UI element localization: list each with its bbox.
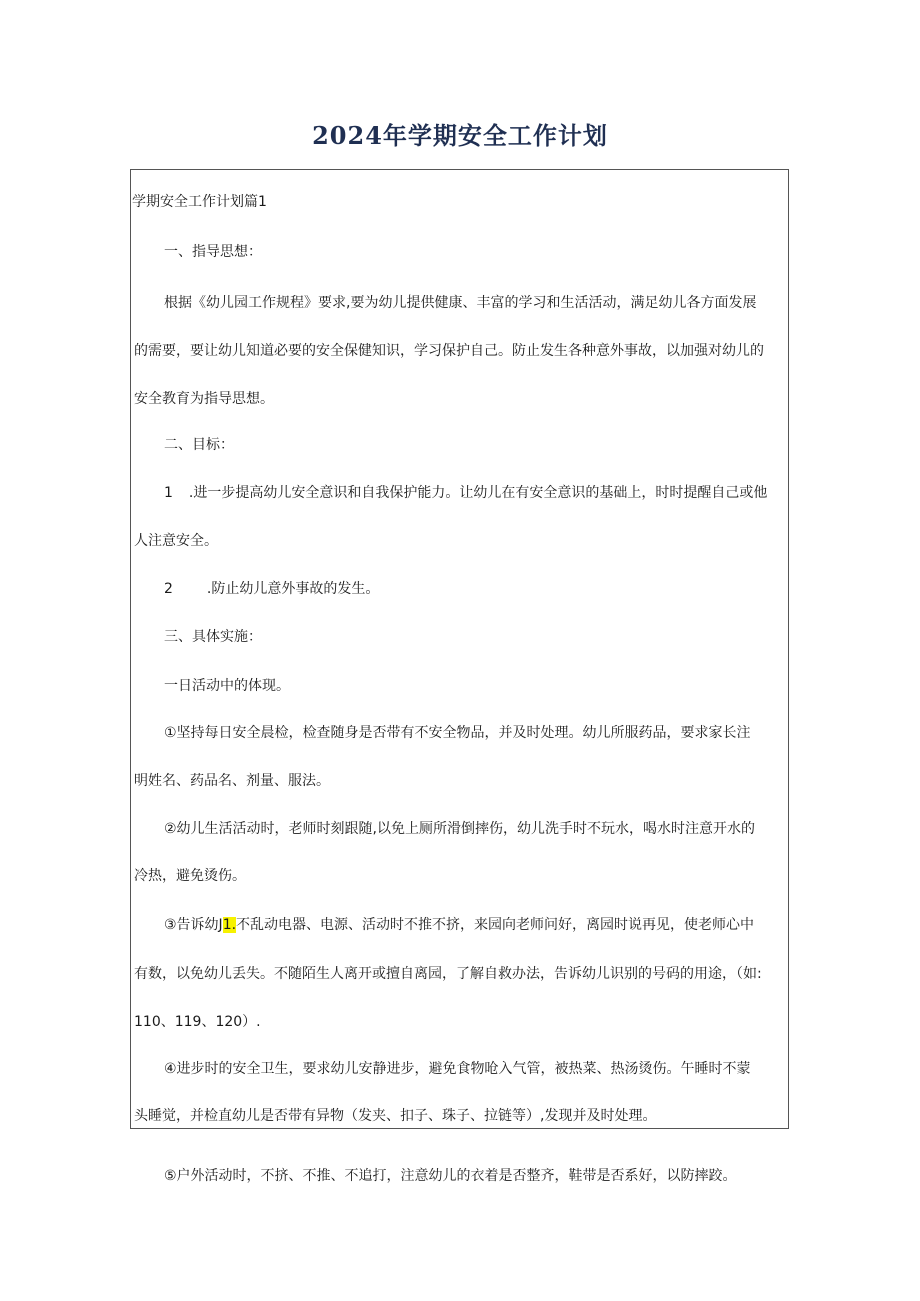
paragraph-line: 有数，以免幼儿丢失。不随陌生人离开或擅自离园，了解自救办法，告诉幼儿识别的号码的用途，（如: xyxy=(134,966,762,982)
text-segment: ③告诉幼J xyxy=(164,917,223,933)
content-frame xyxy=(130,169,789,1129)
goal-item-1 xyxy=(164,484,767,502)
paragraph-line: 一日活动中的体现。 xyxy=(164,678,290,694)
paragraph-line: 110、119、120）. xyxy=(134,1014,261,1030)
goal-number: 1 xyxy=(164,485,173,501)
goal-text: .防止幼儿意外事故的发生。 xyxy=(206,581,380,597)
paragraph-line: 的需要，要让幼儿知道必要的安全保健知识，学习保护自己。防止发生各种意外事故，以加强对幼儿的 xyxy=(134,343,764,359)
paragraph-line: 头睡觉，并检直幼儿是否带有异物（发夹、扣子、珠子、拉链等）,发现并及时处理。 xyxy=(134,1108,657,1124)
text-segment: 不乱动电器、电源、活动时不推不挤，来园向老师问好，离园时说再见，使老师心中 xyxy=(236,917,755,933)
section-heading: 学期安全工作计划篇1 xyxy=(132,194,267,210)
goal-text: .进一步提高幼儿安全意识和自我保护能力。让幼儿在有安全意识的基础上，时时提醒自己或他 xyxy=(188,485,768,501)
paragraph-line: ④进步时的安全卫生，要求幼儿安静进步，避免食物呛入气管，被热菜、热汤烫伤。午睡时不蒙 xyxy=(164,1061,751,1077)
document-title: 2024年学期安全工作计划 xyxy=(312,121,608,150)
goal-number: 2 xyxy=(164,581,173,597)
heading-guiding-thought: 一、指导思想： xyxy=(164,244,262,260)
paragraph-line: 明姓名、药品名、剂量、服法。 xyxy=(134,773,330,789)
paragraph-line: ②幼儿生活活动时，老师时刻跟随,以免上厕所滑倒摔伤，幼儿洗手时不玩水，喝水时注意开水的 xyxy=(164,821,755,837)
paragraph-line: ⑤户外活动时，不挤、不推、不追打，注意幼儿的衣着是否整齐，鞋带是否系好，以防摔跤。 xyxy=(164,1168,737,1184)
paragraph-line-highlighted xyxy=(164,916,754,934)
heading-goals: 二、目标： xyxy=(164,437,234,453)
paragraph-line: 根据《幼儿园工作规程》要求,要为幼儿提供健康、丰富的学习和生活活动，满足幼儿各方面发展 xyxy=(164,295,757,311)
paragraph-line: 安全教育为指导思想。 xyxy=(134,391,274,407)
goal-item-2 xyxy=(164,580,379,598)
heading-implementation: 三、具体实施： xyxy=(164,629,262,645)
paragraph-line: ①坚持每日安全晨检，检查随身是否带有不安全物品，并及时处理。幼儿所服药品，要求家长注 xyxy=(164,725,751,741)
highlighted-text: 1. xyxy=(222,917,237,933)
paragraph-line: 人注意安全。 xyxy=(134,533,218,549)
paragraph-line: 冷热，避免烫伤。 xyxy=(134,868,246,884)
